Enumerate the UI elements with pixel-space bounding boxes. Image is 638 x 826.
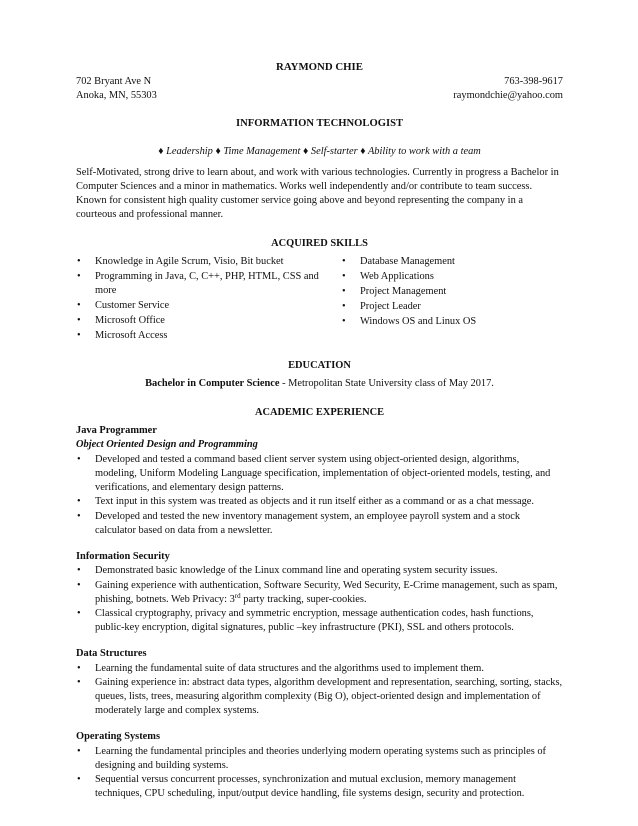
bullet-icon: • (77, 315, 81, 326)
experience-os-list (76, 745, 563, 802)
bullet-icon: • (77, 496, 81, 507)
candidate-name: RAYMOND CHIE (276, 61, 363, 73)
list-item: • Learning the fundamental principles and theories underlying modern operating systems such as principles of designing and building systems. (77, 745, 547, 771)
email-address: raymondchie@yahoo.com (453, 90, 563, 101)
bullet-icon: • (77, 510, 81, 522)
address-line-1: 702 Bryant Ave N (76, 76, 152, 87)
bullet-icon: • (77, 330, 81, 341)
skills-heading: ACQUIRED SKILLS (271, 238, 368, 249)
list-item: • Developed and tested the new inventory management system, an employee payroll system and a stock calculator based on data from a newsletter. (77, 510, 521, 536)
experience-data-structures-list (76, 662, 563, 719)
skill-item: • Microsoft Office (77, 315, 165, 326)
contact-row-2 (76, 89, 563, 103)
bullet-icon: • (77, 774, 81, 785)
bullet-icon: • (77, 745, 81, 757)
bullet-icon: • (77, 579, 81, 591)
skill-item: • Project Leader (342, 301, 421, 312)
list-item: • Developed and tested a command based client server system using object-oriented design, algorithms, modeling, Uniform Modeling Language specification, implementation of object-oriented models, testing, and verifications, and elementary design patterns. (77, 453, 551, 493)
bullet-icon: • (77, 677, 81, 688)
list-item: • Sequential versus concurrent processes, synchronization and mutual exclusion, memory management techniques, CPU scheduling, input/output device handling, file systems design, security and protection. (77, 774, 525, 799)
bullet-icon: • (342, 271, 346, 282)
degree-detail: - Metropolitan State University class of May 2017. (279, 378, 494, 389)
skill-item: • Microsoft Access (77, 330, 168, 341)
address-line-2: Anoka, MN, 55303 (76, 90, 157, 101)
degree-name: Bachelor in Computer Science (145, 378, 280, 389)
summary-paragraph: Self-Motivated, strong drive to learn about, and work with various technologies. Currently in progress a Bachelor in Computer Sciences and a minor in mathematics. Works well independently and/or contribute to team success. Known for consistent high quality customer service going above and beyond representing the company in a courteous and professional manner. (76, 167, 559, 220)
bullet-icon: • (342, 301, 346, 312)
bullet-icon: • (77, 300, 81, 311)
bullet-icon: • (77, 453, 81, 465)
experience-os-title: Operating Systems (76, 731, 160, 742)
experience-security-list (76, 564, 563, 635)
skill-item: • Database Management (342, 256, 455, 267)
skill-item: • Windows OS and Linux OS (342, 316, 477, 327)
phone-number: 763-398-9617 (504, 76, 563, 87)
bullet-icon: • (77, 662, 81, 674)
experience-heading: ACADEMIC EXPERIENCE (254, 407, 385, 418)
bullet-icon: • (77, 271, 81, 282)
skills-left-column (76, 255, 341, 344)
education-heading: EDUCATION (288, 360, 351, 371)
bullet-icon: • (77, 565, 81, 576)
experience-java-subtitle: Object Oriented Design and Programming (76, 439, 258, 450)
skill-item: • Web Applications (342, 271, 434, 282)
education-entry (76, 377, 563, 391)
resume-page (76, 60, 563, 801)
skills-right-column (341, 255, 563, 344)
bullet-icon: • (77, 256, 81, 267)
list-item: • Gaining experience in: abstract data types, algorithm development and representation, searching, sorting, stacks, queues, lists, trees, measuring algorithm complexity (Big O), object-oriented design and implementation of moderately large and complex systems. (77, 677, 563, 716)
job-title: INFORMATION TECHNOLOGIST (235, 118, 404, 129)
skill-item: • Knowledge in Agile Scrum, Visio, Bit bucket (77, 256, 284, 267)
list-item: • Gaining experience with authentication, Software Security, Wed Security, E-Crime management, such as spam, phishing, botnets. Web Privacy: 3rd party tracking, super-cookies. (77, 579, 558, 605)
list-item: • Text input in this system was treated as objects and it run itself either as a command or as a chat message. (77, 496, 535, 507)
skill-item: • Customer Service (77, 300, 170, 311)
list-item: • Classical cryptography, privacy and symmetric encryption, message authentication codes, hash functions, public-key encryption, digital signatures, public –key infrastructure (PKI), SSL and others protocols. (77, 608, 534, 633)
bullet-icon: • (342, 316, 346, 327)
skills-list (76, 255, 563, 344)
experience-data-structures-title: Data Structures (76, 648, 147, 659)
experience-security-title: Information Security (76, 550, 170, 562)
contact-row-1 (76, 75, 563, 89)
bullet-icon: • (342, 256, 346, 267)
tagline: ♦ Leadership ♦ Time Management ♦ Self-starter ♦ Ability to work with a team (158, 146, 481, 157)
skill-item: • Programming in Java, C, C++, PHP, HTML, CSS and more (77, 271, 319, 296)
experience-section (76, 424, 563, 801)
list-item: • Learning the fundamental suite of data structures and the algorithms used to implement them. (77, 662, 484, 674)
bullet-icon: • (342, 286, 346, 297)
skill-item: • Project Management (342, 286, 447, 297)
bullet-icon: • (77, 608, 81, 619)
list-item: • Demonstrated basic knowledge of the Linux command line and operating system security issues. (77, 565, 498, 576)
experience-java-title: Java Programmer (76, 425, 157, 436)
experience-java-list (76, 453, 563, 538)
